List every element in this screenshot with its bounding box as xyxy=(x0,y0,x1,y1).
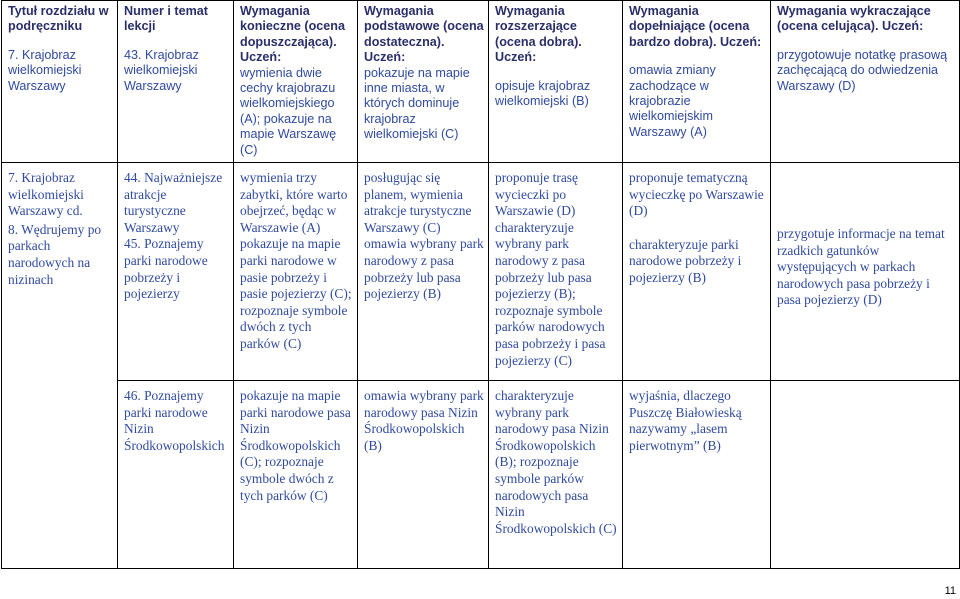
table-row xyxy=(2,1,960,163)
konieczne-cell xyxy=(234,163,358,381)
page-number: 11 xyxy=(944,585,956,597)
cell-text: 43. Krajobraz wielkomiejski Warszawy xyxy=(124,47,199,93)
cell-text: wymienia dwie cechy krajobrazu wielkomiejskiego (A); pokazuje na mapie Warszawę (C) xyxy=(240,65,337,157)
cell-text: 7. Krajobraz wielkomiejski Warszawy xyxy=(8,47,82,93)
requirements-table xyxy=(1,0,960,569)
lesson-cell xyxy=(118,163,234,381)
cell-text: opisuje krajobraz wielkomiejski (B) xyxy=(495,78,591,109)
cell-text: proponuje tematyczną wycieczkę po Warszawie (D) xyxy=(629,170,764,219)
cell-text: przygotowuje notatkę prasową zachęcającą do odwiedzenia Warszawy (D) xyxy=(777,47,948,93)
lesson-cell xyxy=(118,381,234,569)
header-cell-konieczne xyxy=(234,1,358,163)
dopelniajace-cell xyxy=(623,381,771,569)
podstawowe-cell xyxy=(358,163,489,381)
cell-text: 45. Poznajemy parki narodowe pobrzeży i pojezierzy xyxy=(124,236,208,302)
cell-text: charakteryzuje wybrany park narodowy z pasa pobrzeży lub pasa pojezierzy (B); rozpoznaje symbole parków narodowych pasa pobrzeży i pasa pojezierzy (C) xyxy=(495,219,606,368)
column-header: Wymagania podstawowe (ocena dostateczna). Uczeń: xyxy=(364,4,484,65)
cell-text: wyjaśnia, dlaczego Puszczę Białowieską nazywamy „lasem pierwotnym” (B) xyxy=(629,388,742,453)
wykraczajace-cell xyxy=(771,163,960,381)
cell-text: wymienia trzy zabytki, które warto obejrzeć, będąc w Warszawie (A) xyxy=(240,170,348,235)
rozszerzajace-cell xyxy=(489,381,623,569)
header-cell-podstawowe xyxy=(358,1,489,163)
header-cell-dopelniajace xyxy=(623,1,771,163)
cell-text: 44. Najważniejsze atrakcje turystyczne Warszawy xyxy=(124,170,223,235)
cell-text: omawia wybrany park narodowy z pasa pobrzeży lub pasa pojezierzy (B) xyxy=(364,236,484,302)
cell-text: pokazuje na mapie parki narodowe w pasie pobrzeży i pasie pojezierzy (C); rozpoznaje symbole dwóch z tych parków (C) xyxy=(240,236,352,351)
column-header: Tytuł rozdziału w podręczniku xyxy=(8,4,109,34)
header-cell-wykraczajace xyxy=(771,1,960,163)
cell-text: charakteryzuje parki narodowe pobrzeży i pojezierzy (B) xyxy=(629,236,742,285)
spacer xyxy=(777,170,955,226)
chapter-cell xyxy=(2,163,118,569)
table-row xyxy=(2,381,960,569)
cell-text: pokazuje na mapie parki narodowe pasa Nizin Środkowopolskich (C); rozpoznaje symbole dwóch z tych parków (C) xyxy=(240,388,351,503)
konieczne-cell xyxy=(234,381,358,569)
cell-text: posługując się planem, wymienia atrakcje turystyczne Warszawy (C) xyxy=(364,170,472,235)
rozszerzajace-cell xyxy=(489,163,623,381)
cell-text: proponuje trasę wycieczki po Warszawie (D) xyxy=(495,170,578,219)
podstawowe-cell xyxy=(358,381,489,569)
cell-text: pokazuje na mapie inne miasta, w których dominuje krajobraz wielkomiejski (C) xyxy=(364,65,470,142)
wykraczajace-cell xyxy=(771,381,960,569)
cell-text: 7. Krajobraz wielkomiejski Warszawy cd. xyxy=(8,170,84,219)
column-header: Wymagania wykraczające (ocena celująca). Uczeń: xyxy=(777,4,931,34)
cell-text: omawia zmiany zachodzące w krajobrazie wielkomiejskim Warszawy (A) xyxy=(629,63,716,139)
column-header: Wymagania dopełniające (ocena bardzo dobra). Uczeń: xyxy=(629,4,762,49)
table-row xyxy=(2,163,960,381)
cell-text: omawia wybrany park narodowy pasa Nizin Środkowopolskich (B) xyxy=(364,388,484,453)
cell-text: 46. Poznajemy parki narodowe Nizin Środkowopolskich xyxy=(124,388,225,453)
column-header: Wymagania rozszerzające (ocena dobra). Uczeń: xyxy=(495,4,582,65)
column-header: Wymagania konieczne (ocena dopuszczająca). Uczeń: xyxy=(240,4,345,65)
header-cell-rozszerzajace xyxy=(489,1,623,163)
column-header: Numer i temat lekcji xyxy=(124,4,208,34)
cell-text: charakteryzuje wybrany park narodowy pasa Nizin Środkowopolskich (B); rozpoznaje symbole parków narodowych pasa Nizin Środkowopolskich (C) xyxy=(495,388,617,536)
cell-text: 8. Wędrujemy po parkach narodowych na nizinach xyxy=(8,221,102,287)
cell-text: przygotuje informacje na temat rzadkich gatunków występujących w parkach narodowych pasa pobrzeży i pasa pojezierzy (D) xyxy=(777,226,945,308)
dopelniajace-cell xyxy=(623,163,771,381)
header-cell-lesson xyxy=(118,1,234,163)
header-cell-chapter xyxy=(2,1,118,163)
